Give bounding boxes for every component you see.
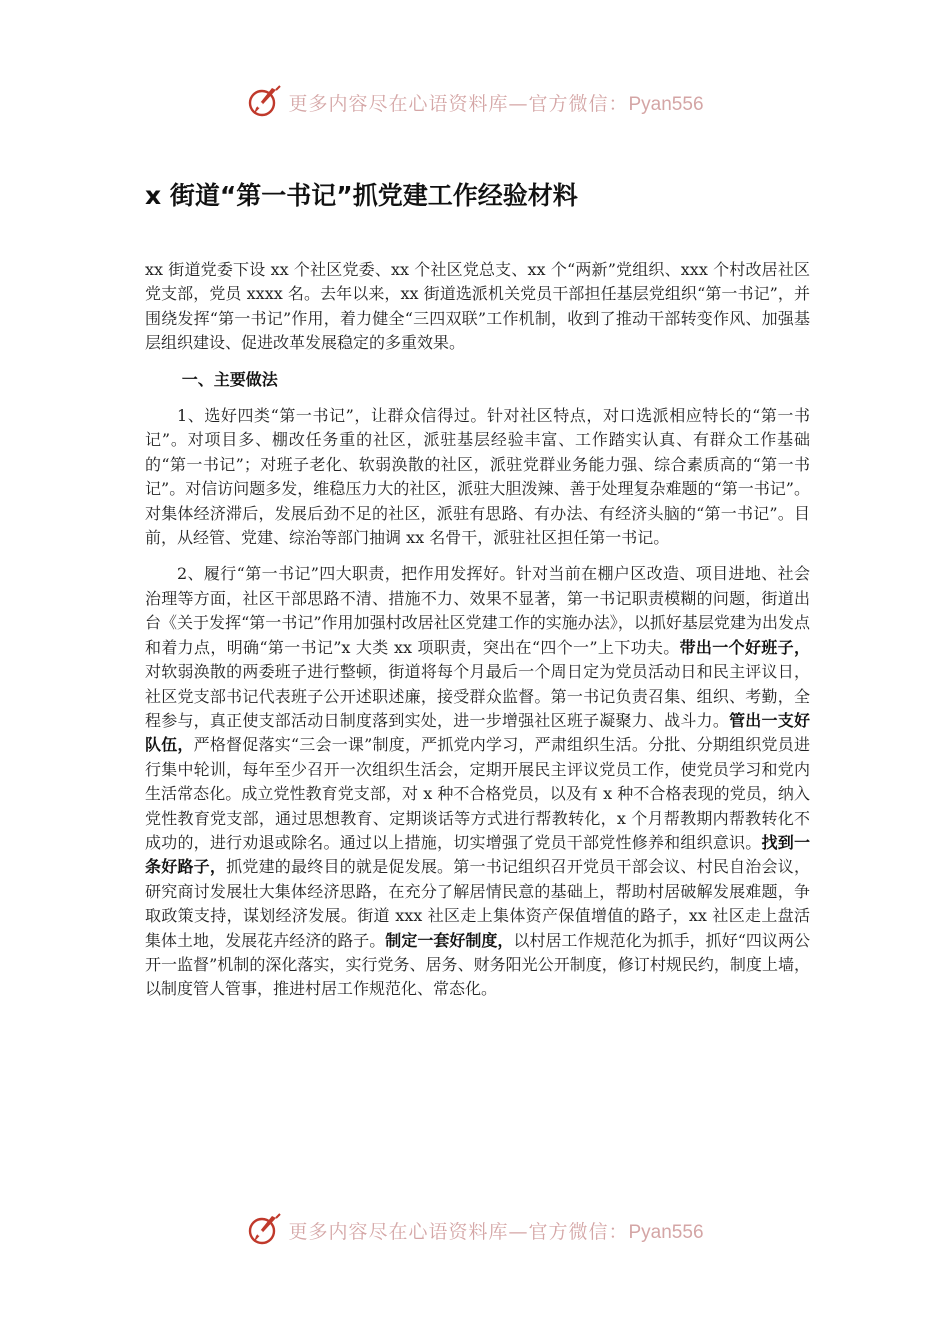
bold-phrase-2: 管出一支好队伍， [145, 710, 810, 755]
header-banner[interactable] [0, 82, 950, 122]
banner-wechat-id: Pyan556 [628, 93, 704, 115]
intro-paragraph: xx 街道党委下设 xx 个社区党委、xx 个社区党总支、xx 个“两新”党组织、xxx 个村改居社区党支部，党员 xxxx 名。去年以来，xx 街道选派机关党员干部担任基层党组织“第一书记”，并围绕发挥“第一书记”作用，着力健全“三四双联”工作机制，收到了推动干部转变作风、加强基层组织建设、促进改革发展稳定的多重效果。 [145, 260, 810, 353]
document-body [145, 258, 810, 1014]
banner-text: 更多内容尽在心语资料库—官方微信：Pyan556 [288, 92, 704, 115]
banner-wechat-id: Pyan556 [628, 1221, 704, 1243]
section-heading: 一、主要做法 [181, 369, 278, 389]
paragraph-2-part-3: 严格督促落实“三会一课”制度，严抓党内学习，严肃组织生活。分批、分期组织党员进行集中轮训，每年至少召开一次组织生活会，定期开展民主评议党员工作，使党员学习和党内生活常态化。成立党性教育党支部，对 x 种不合格党员，以及有 x 种不合格表现的党员，纳入党性教育党支部，通过思想教育、定期谈话等方式进行帮教转化，x 个月帮教期内帮教转化不成功的，进行劝退或除名。通过以上措施，切实增强了党员干部党性修养和组织意识。 [145, 735, 810, 852]
paragraph-2 [145, 562, 810, 1001]
bold-phrase-1: 带出一个好班子， [679, 637, 810, 657]
paragraph-1: 1、选好四类“第一书记”，让群众信得过。针对社区特点，对口选派相应特长的“第一书记”。对项目多、棚改任务重的社区，派驻基层经验丰富、工作踏实认真、有群众工作基础的“第一书记”；对班子老化、软弱涣散的社区，派驻党群业务能力强、综合素质高的“第一书记”。对信访问题多发，维稳压力大的社区，派驻大胆泼辣、善于处理复杂难题的“第一书记”。对集体经济滞后，发展后劲不足的社区，派驻有思路、有办法、有经济头脑的“第一书记”。目前，从经管、党建、综治等部门抽调 xx 名骨干，派驻社区担任第一书记。 [145, 406, 810, 548]
quill-logo-icon [246, 1212, 282, 1248]
footer-banner[interactable] [0, 1210, 950, 1250]
banner-text: 更多内容尽在心语资料库—官方微信：Pyan556 [288, 1220, 704, 1243]
paragraph-2-part-4: 抓党建的最终目的就是促发展。第一书记组织召开党员干部会议、村民自治会议，研究商讨发展壮大集体经济思路，在充分了解居情民意的基础上，帮助村居破解发展难题，争取政策支持，谋划经济发展。街道 xxx 社区走上集体资产保值增值的路子，xx 社区走上盘活集体土地，发展花卉经济的路子。 [145, 857, 810, 950]
page-title: x 街道“第一书记”抓党建工作经验材料 [145, 181, 578, 210]
paragraph-2-part-1: 2、履行“第一书记”四大职责，把作用发挥好。针对当前在棚户区改造、项目进地、社会治理等方面，社区干部思路不清、措施不力、效果不显著，第一书记职责模糊的问题，街道出台《关于发挥“第一书记”作用加强村改居社区党建工作的实施办法》，以抓好基层党建为出发点和着力点，明确“第一书记”x 大类 xx 项职责，突出在“四个一”上下功夫。 [145, 564, 810, 657]
paragraph-2-part-2: 对软弱涣散的两委班子进行整顿，街道将每个月最后一个周日定为党员活动日和民主评议日，社区党支部书记代表班子公开述职述廉，接受群众监督。第一书记负责召集、组织、考勤，全程参与，真正使支部活动日制度落到实处，进一步增强社区班子凝聚力、战斗力。 [145, 662, 810, 730]
paragraph-2-part-5: 以村居工作规范化为抓手，抓好“四议两公开一监督”机制的深化落实，实行党务、居务、财务阳光公开制度，修订村规民约，制度上墙，以制度管人管事，推进村居工作规范化、常态化。 [145, 930, 810, 999]
quill-logo-icon [246, 84, 282, 120]
bold-phrase-4: 制定一套好制度， [385, 930, 514, 950]
bold-phrase-3: 找到一条好路子， [145, 832, 810, 877]
